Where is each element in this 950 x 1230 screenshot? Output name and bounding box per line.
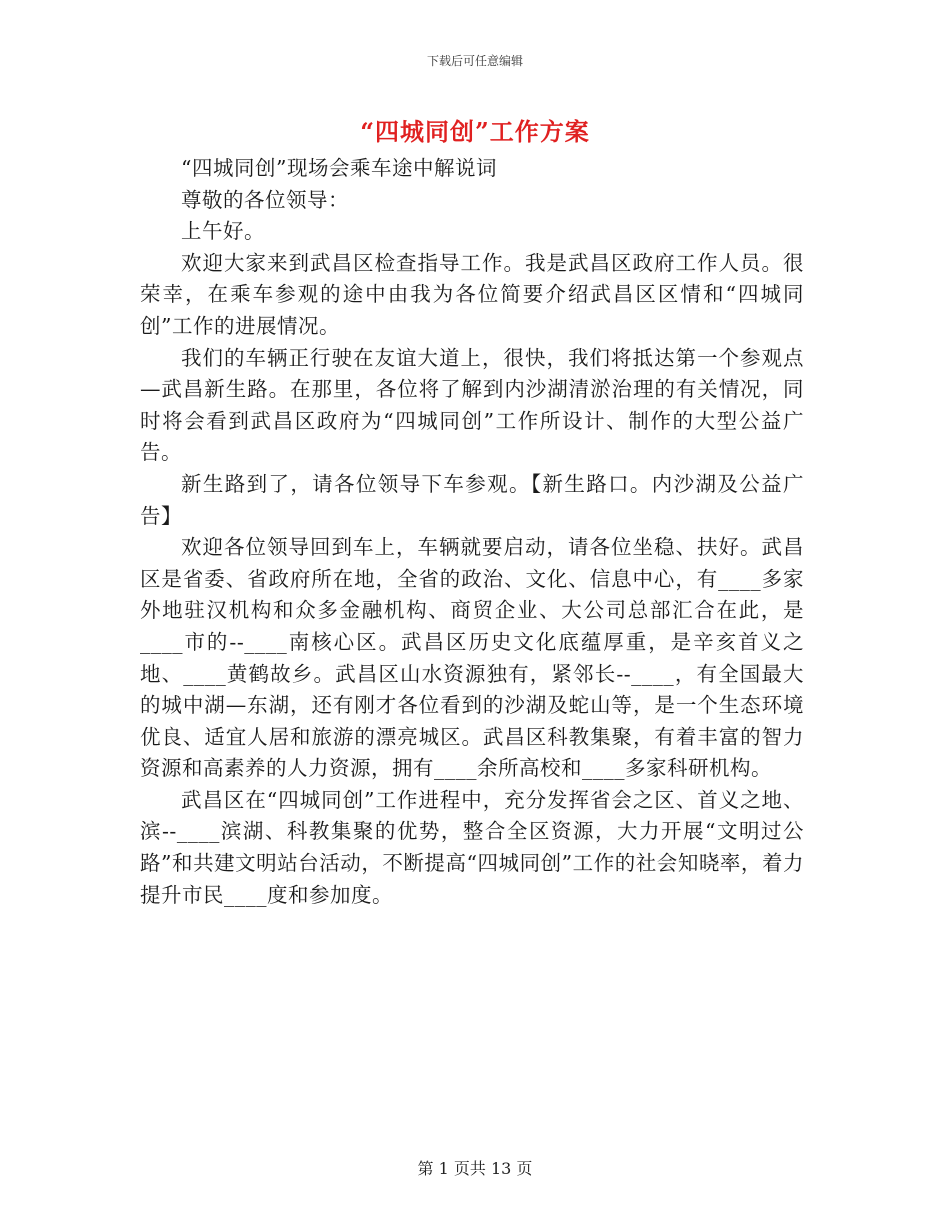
paragraph-salutation: 尊敬的各位领导： xyxy=(181,187,349,212)
paragraph-district-intro: 欢迎各位领导回到车上，车辆就要启动，请各位坐稳、扶好。武昌区是省委、省政府所在地，全省的政治、文化、信息中心，有____多家外地驻汉机构和众多金融机构、商贸企业、大公司总部汇合在此，是____市的--____南核心区。武昌区历史文化底蕴厚重，是辛亥首义之地、____黄鹤故乡。武昌区山水资源独有，紧邻长--____，有全国最大的城中湖—东湖，还有刚才各位看到的沙湖及蛇山等，是一个生态环境优良、适宜人居和旅游的漂亮城区。武昌区科教集聚，有着丰富的智力资源和高素养的人力资源，拥有____余所高校和____多家科研机构。 xyxy=(140,535,804,781)
paragraph-subtitle: “四城同创”现场会乘车途中解说词 xyxy=(181,156,497,180)
paragraph-greeting: 上午好。 xyxy=(181,219,265,244)
document-title: “四城同创”工作方案 xyxy=(360,117,590,146)
document-body xyxy=(140,153,804,911)
page-header: 下载后可任意编辑 xyxy=(426,54,523,68)
paragraph-welcome: 欢迎大家来到武昌区检查指导工作。我是武昌区政府工作人员。很荣幸，在乘车参观的途中由我为各位简要介绍武昌区区情和“四城同创”工作的进展情况。 xyxy=(140,250,804,338)
page-footer: 第 1 页共 13 页 xyxy=(417,1159,533,1178)
paragraph-progress: 武昌区在“四城同创”工作进程中，充分发挥省会之区、首义之地、滨--____滨湖、科教集聚的优势，整合全区资源，大力开展“文明过公路”和共建文明站台活动，不断提高“四城同创”工作的社会知晓率，着力提升市民____度和参加度。 xyxy=(140,787,804,907)
paragraph-stop: 新生路到了，请各位领导下车参观。【新生路口。内沙湖及公益广告】 xyxy=(140,471,804,528)
paragraph-route: 我们的车辆正行驶在友谊大道上，很快，我们将抵达第一个参观点—武昌新生路。在那里，各位将了解到内沙湖清淤治理的有关情况，同时将会看到武昌区政府为“四城同创”工作所设计、制作的大型公益广告。 xyxy=(140,345,804,465)
